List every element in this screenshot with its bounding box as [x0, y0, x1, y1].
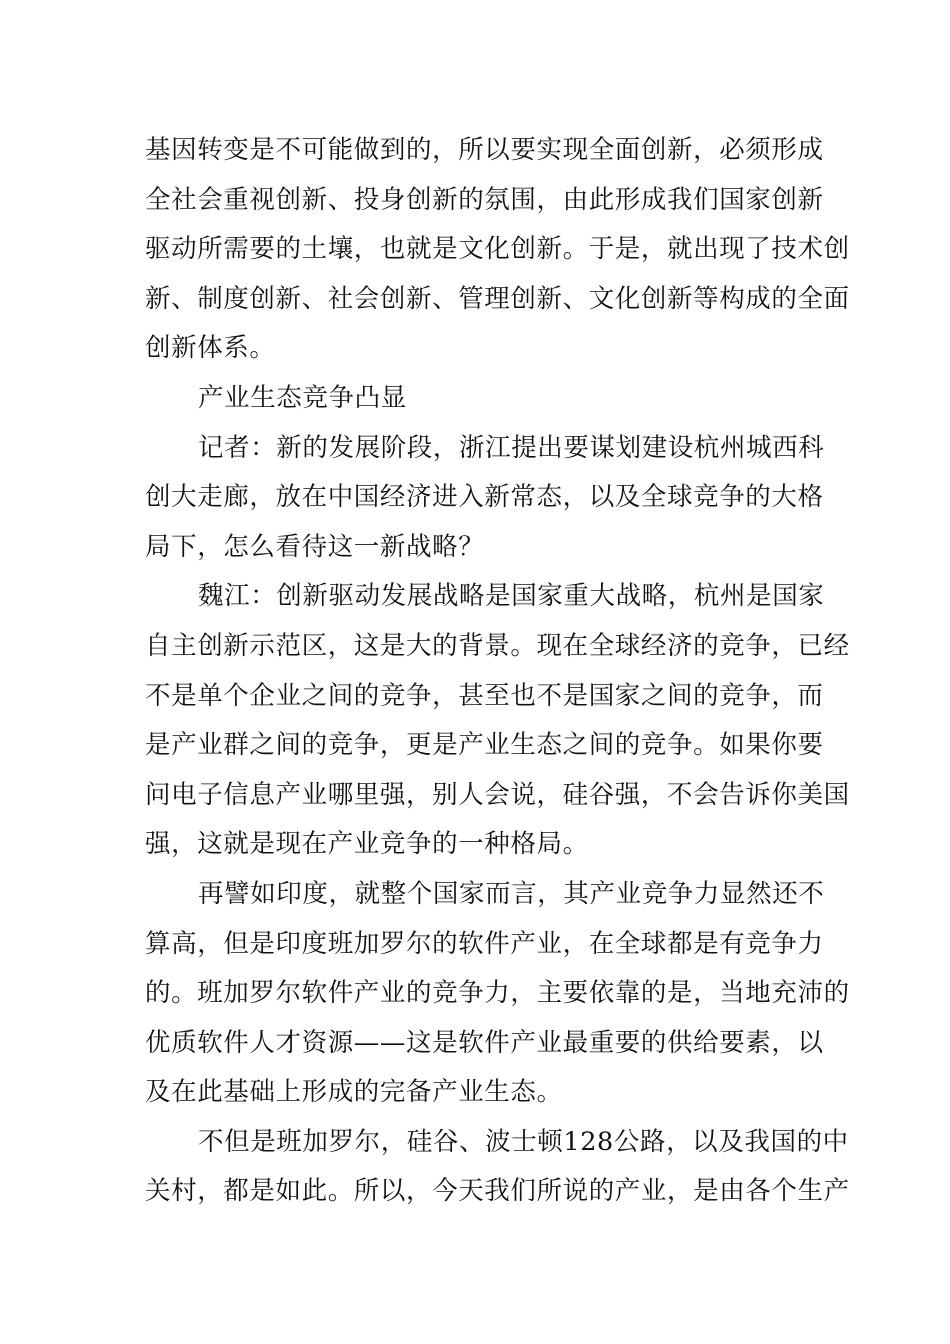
text-line: 创大走廊，放在中国经济进入新常态，以及全球竞争的大格: [145, 482, 824, 513]
text-line: 强，这就是现在产业竞争的一种格局。: [145, 829, 589, 860]
text-line: 基因转变是不可能做到的，所以要实现全面创新，必须形成: [145, 135, 824, 165]
text-line: 是产业群之间的竞争，更是产业生态之间的竞争。如果你要: [145, 730, 824, 761]
section-heading: 产业生态竞争凸显: [198, 382, 407, 413]
text-line: 问电子信息产业哪里强，别人会说，硅谷强，不会告诉你美国: [145, 779, 850, 810]
text-line: 优质软件人才资源——这是软件产业最重要的供给要素，以: [145, 1027, 824, 1058]
text-line: 算高，但是印度班加罗尔的软件产业，在全球都是有竞争力: [145, 928, 824, 959]
text-line: 新、制度创新、社会创新、管理创新、文化创新等构成的全面: [145, 283, 850, 314]
text-line: 关村，都是如此。所以，今天我们所说的产业，是由各个生产: [145, 1176, 850, 1207]
text-line: 及在此基础上形成的完备产业生态。: [145, 1077, 563, 1108]
text-line: 的。班加罗尔软件产业的竞争力，主要依靠的是，当地充沛的: [145, 978, 850, 1009]
text-line: 再譬如印度，就整个国家而言，其产业竞争力显然还不: [198, 878, 825, 909]
text-line: 局下，怎么看待这一新战略？: [145, 531, 485, 562]
text-line: 不但是班加罗尔，硅谷、波士顿128公路，以及我国的中: [198, 1126, 849, 1157]
text-line: 自主创新示范区，这是大的背景。现在全球经济的竞争，已经: [145, 630, 850, 661]
text-line: 全社会重视创新、投身创新的氛围，由此形成我们国家创新: [145, 184, 824, 215]
text-line: 记者：新的发展阶段，浙江提出要谋划建设杭州城西科: [198, 432, 825, 463]
text-line: 创新体系。: [145, 333, 276, 364]
text-line: 魏江：创新驱动发展战略是国家重大战略，杭州是国家: [198, 581, 825, 612]
body-text: [145, 126, 850, 1217]
text-line: 不是单个企业之间的竞争，甚至也不是国家之间的竞争，而: [145, 680, 824, 711]
text-line: 驱动所需要的土壤，也就是文化创新。于是，就出现了技术创: [145, 234, 850, 265]
